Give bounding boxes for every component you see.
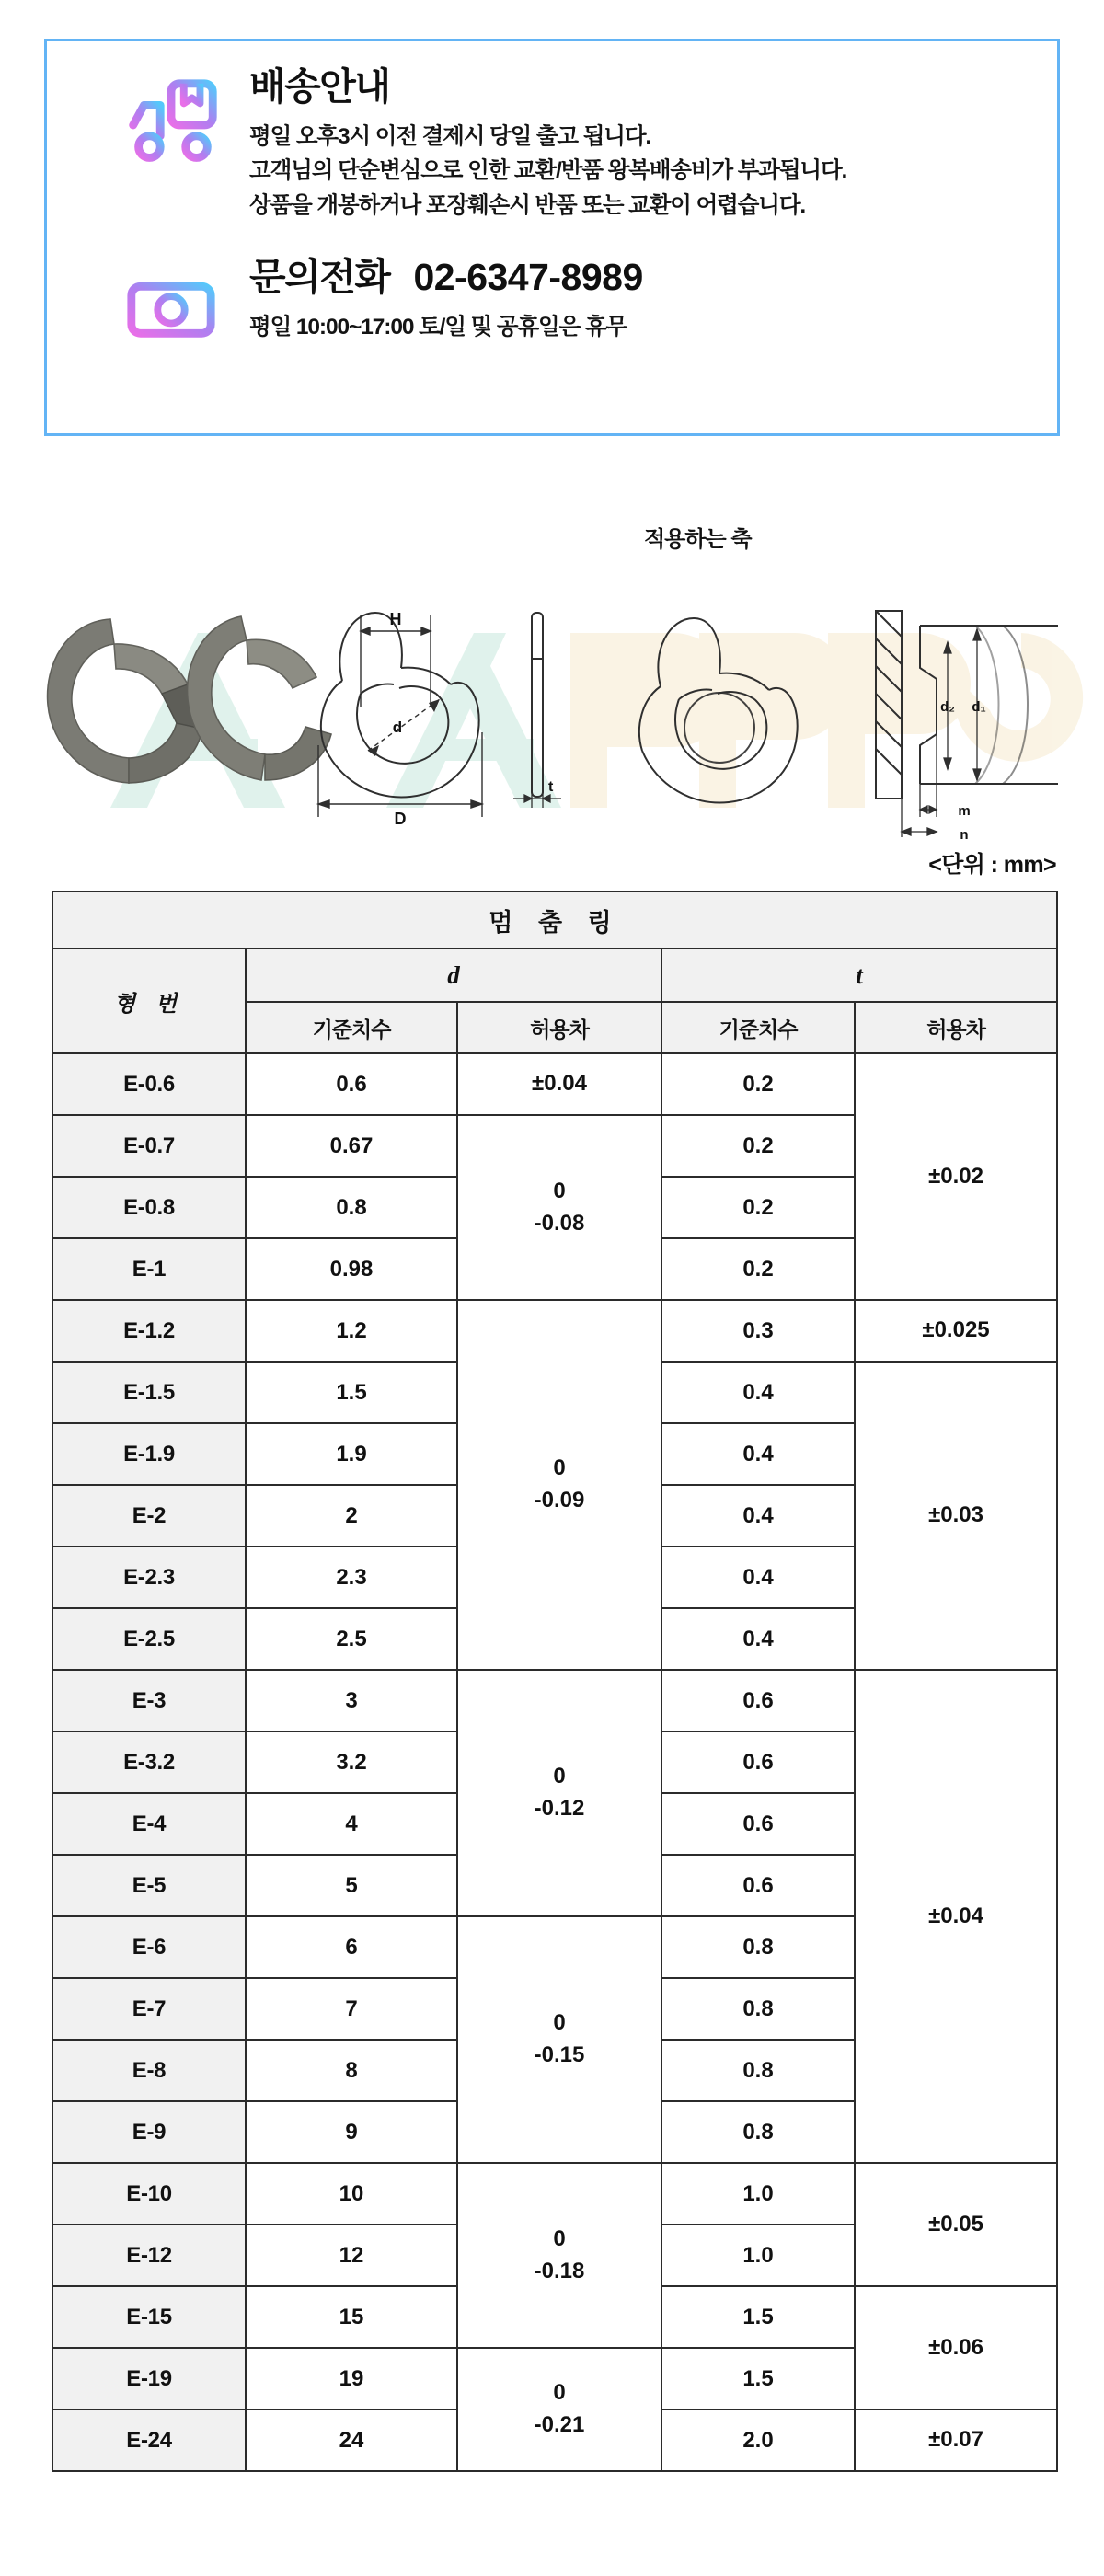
cell-t-nominal: 2.0 — [661, 2409, 855, 2471]
cell-t-nominal: 0.4 — [661, 1423, 855, 1485]
spec-table-wrapper — [52, 891, 1056, 2472]
cell-d-tolerance: 0 -0.21 — [457, 2348, 661, 2471]
cell-d-nominal: 15 — [246, 2286, 457, 2348]
contact-phone-number: 02-6347-8989 — [413, 255, 643, 298]
cell-d-tolerance: ±0.04 — [457, 1053, 661, 1115]
dim-d — [368, 699, 440, 751]
delivery-truck-icon — [102, 65, 240, 179]
e-ring-diagram — [0, 504, 1104, 872]
dim-label-m: m — [958, 803, 971, 819]
dim-label-t: t — [548, 779, 554, 795]
e-ring-applied-shaft — [639, 618, 798, 802]
shipping-line-1: 평일 오후3시 이전 결제시 당일 출고 됩니다. — [249, 124, 651, 150]
diagram-drawings — [0, 504, 1104, 872]
telephone-icon — [102, 247, 240, 348]
cell-t-nominal: 0.4 — [661, 1485, 855, 1547]
table-row — [52, 1053, 1057, 1115]
cell-d-nominal: 1.9 — [246, 1423, 457, 1485]
cell-model-number: E-24 — [52, 2409, 246, 2471]
unit-note: <단위 : mm> — [928, 852, 1056, 878]
cell-model-number: E-6 — [52, 1916, 246, 1978]
cell-d-nominal: 2 — [246, 1485, 457, 1547]
dim-label-D: D — [394, 810, 407, 828]
cell-t-nominal: 0.2 — [661, 1115, 855, 1177]
shipping-line-2: 고객님의 단순변심으로 인한 교환/반품 왕복배송비가 부과됩니다. — [249, 158, 847, 184]
cell-model-number: E-1.5 — [52, 1362, 246, 1423]
cell-d-nominal: 10 — [246, 2163, 457, 2225]
cell-t-nominal: 0.6 — [661, 1731, 855, 1793]
cell-d-tolerance: 0 -0.18 — [457, 2163, 661, 2348]
shipping-notice-box — [44, 39, 1060, 436]
dim-label-H: H — [389, 610, 402, 628]
col-header-t-tolerance: 허용차 — [855, 1002, 1057, 1053]
cell-model-number: E-8 — [52, 2040, 246, 2101]
dim-H — [361, 615, 431, 707]
cell-d-nominal: 9 — [246, 2101, 457, 2163]
cell-model-number: E-0.6 — [52, 1053, 246, 1115]
cell-d-tolerance: 0 -0.09 — [457, 1300, 661, 1670]
col-header-model-number: 형 번 — [52, 949, 246, 1053]
cell-t-nominal: 1.0 — [661, 2163, 855, 2225]
cell-d-nominal: 0.98 — [246, 1238, 457, 1300]
contact-info-row — [47, 223, 1057, 348]
cell-d-nominal: 24 — [246, 2409, 457, 2471]
dim-label-d1: d₁ — [972, 699, 986, 715]
cell-d-tolerance: 0 -0.15 — [457, 1916, 661, 2163]
cell-d-nominal: 2.5 — [246, 1608, 457, 1670]
cell-model-number: E-10 — [52, 2163, 246, 2225]
shipping-info-row — [47, 41, 1057, 223]
contact-hours: 평일 10:00~17:00 토/일 및 공휴일은 휴무 — [249, 314, 627, 339]
col-group-header-t: t — [661, 949, 1057, 1002]
cell-t-tolerance: ±0.04 — [855, 1670, 1057, 2163]
cell-d-nominal: 1.5 — [246, 1362, 457, 1423]
e-ring-photo-2 — [188, 616, 331, 780]
cell-d-nominal: 0.8 — [246, 1177, 457, 1238]
cell-model-number: E-3 — [52, 1670, 246, 1731]
cell-t-nominal: 0.6 — [661, 1855, 855, 1916]
cell-d-tolerance: 0 -0.08 — [457, 1115, 661, 1300]
cell-model-number: E-2.3 — [52, 1547, 246, 1608]
cell-model-number: E-2 — [52, 1485, 246, 1547]
cell-t-nominal: 0.4 — [661, 1608, 855, 1670]
stop-ring-spec-table — [52, 891, 1058, 2472]
cell-t-nominal: 0.8 — [661, 1916, 855, 1978]
cell-model-number: E-5 — [52, 1855, 246, 1916]
cell-model-number: E-9 — [52, 2101, 246, 2163]
dim-label-n: n — [960, 827, 969, 843]
cell-t-tolerance: ±0.07 — [855, 2409, 1057, 2471]
cell-model-number: E-2.5 — [52, 1608, 246, 1670]
cell-t-tolerance: ±0.025 — [855, 1300, 1057, 1362]
cell-t-nominal: 1.5 — [661, 2348, 855, 2409]
cell-model-number: E-1 — [52, 1238, 246, 1300]
table-row — [52, 1670, 1057, 1731]
cell-t-nominal: 0.3 — [661, 1300, 855, 1362]
cell-d-tolerance: 0 -0.12 — [457, 1670, 661, 1916]
cell-model-number: E-1.9 — [52, 1423, 246, 1485]
cell-model-number: E-0.7 — [52, 1115, 246, 1177]
e-ring-technical-front — [321, 613, 479, 797]
cell-t-nominal: 1.0 — [661, 2225, 855, 2286]
cell-t-tolerance: ±0.05 — [855, 2163, 1057, 2286]
cell-model-number: E-7 — [52, 1978, 246, 2040]
cell-d-nominal: 5 — [246, 1855, 457, 1916]
table-body — [52, 1053, 1057, 2471]
table-row — [52, 1300, 1057, 1362]
cell-t-tolerance: ±0.02 — [855, 1053, 1057, 1300]
cell-d-nominal: 3.2 — [246, 1731, 457, 1793]
e-ring-side-view — [532, 613, 543, 797]
shipping-line-3: 상품을 개봉하거나 포장훼손시 반품 또는 교환이 어렵습니다. — [249, 192, 806, 218]
cell-d-nominal: 1.2 — [246, 1300, 457, 1362]
cell-d-nominal: 19 — [246, 2348, 457, 2409]
cell-t-nominal: 0.6 — [661, 1670, 855, 1731]
cell-t-nominal: 1.5 — [661, 2286, 855, 2348]
cell-d-nominal: 2.3 — [246, 1547, 457, 1608]
cell-d-nominal: 8 — [246, 2040, 457, 2101]
shaft-cross-section — [876, 611, 1058, 799]
dim-t — [513, 780, 561, 808]
cell-d-nominal: 7 — [246, 1978, 457, 2040]
cell-d-nominal: 0.6 — [246, 1053, 457, 1115]
cell-model-number: E-4 — [52, 1793, 246, 1855]
cell-model-number: E-3.2 — [52, 1731, 246, 1793]
cell-model-number: E-15 — [52, 2286, 246, 2348]
e-ring-photo-1 — [48, 619, 202, 783]
cell-t-nominal: 0.8 — [661, 1978, 855, 2040]
shipping-title: 배송안내 — [249, 65, 390, 108]
col-header-d-tolerance: 허용차 — [457, 1002, 661, 1053]
table-title: 멈 춤 링 — [52, 891, 1057, 949]
table-group-header-row — [52, 949, 1057, 1002]
cell-model-number: E-0.8 — [52, 1177, 246, 1238]
table-row — [52, 2163, 1057, 2225]
cell-t-nominal: 0.8 — [661, 2101, 855, 2163]
cell-t-tolerance: ±0.03 — [855, 1362, 1057, 1670]
shaft-diagram-label: 적용하는 축 — [644, 527, 752, 552]
contact-text-block — [240, 247, 1057, 344]
cell-d-nominal: 0.67 — [246, 1115, 457, 1177]
cell-t-nominal: 0.2 — [661, 1053, 855, 1115]
cell-t-nominal: 0.6 — [661, 1793, 855, 1855]
cell-t-nominal: 0.2 — [661, 1238, 855, 1300]
col-header-t-nominal: 기준치수 — [661, 1002, 855, 1053]
table-title-row — [52, 891, 1057, 949]
cell-d-nominal: 6 — [246, 1916, 457, 1978]
cell-t-tolerance: ±0.06 — [855, 2286, 1057, 2409]
cell-t-nominal: 0.8 — [661, 2040, 855, 2101]
col-header-d-nominal: 기준치수 — [246, 1002, 457, 1053]
cell-t-nominal: 0.4 — [661, 1362, 855, 1423]
cell-t-nominal: 0.4 — [661, 1547, 855, 1608]
dim-label-d2: d₂ — [940, 699, 955, 715]
cell-model-number: E-12 — [52, 2225, 246, 2286]
cell-t-nominal: 0.2 — [661, 1177, 855, 1238]
cell-d-nominal: 12 — [246, 2225, 457, 2286]
col-group-header-d: d — [246, 949, 661, 1002]
shipping-text-block — [240, 65, 1057, 223]
cell-model-number: E-19 — [52, 2348, 246, 2409]
cell-model-number: E-1.2 — [52, 1300, 246, 1362]
cell-d-nominal: 4 — [246, 1793, 457, 1855]
cell-d-nominal: 3 — [246, 1670, 457, 1731]
contact-label: 문의전화 — [249, 255, 390, 298]
dim-label-d: d — [392, 719, 403, 736]
